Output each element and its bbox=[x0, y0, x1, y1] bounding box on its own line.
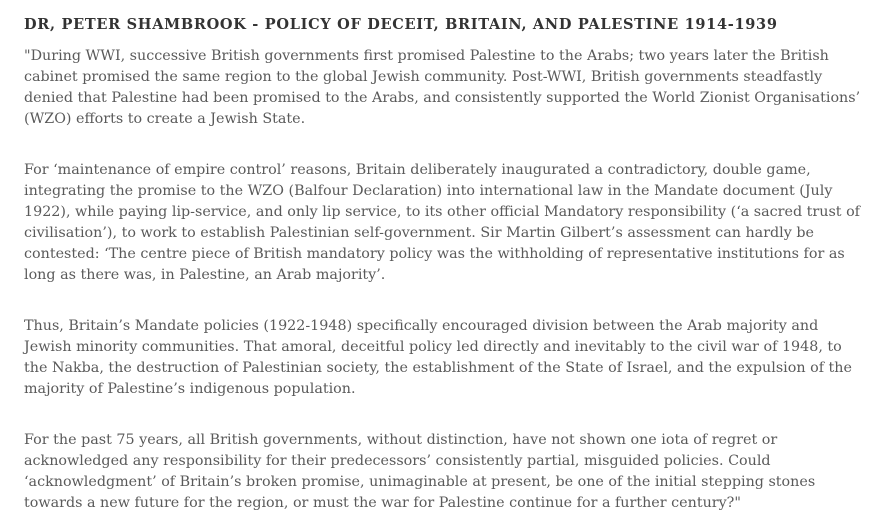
article-paragraph-1: "During WWI, successive British governments first promised Palestine to the Arabs; two years later the British cabinet promised the same region to the global Jewish community. Post-WWI, British governments steadfastly denied that Palestine had been promised to the Arabs, and consistently supported the World Zionist Organisations’ (WZO) efforts to create a Jewish State. bbox=[24, 48, 861, 127]
article-paragraph-4: For the past 75 years, all British governments, without distinction, have not shown one iota of regret or acknowledged any responsibility for their predecessors’ consistently partial, misguided policies. Could ‘acknowledgment’ of Britain’s broken promise, unimaginable at present, be one of the initial stepping stones towards a new future for the region, or must the war for Palestine continue for a further century?" bbox=[24, 432, 816, 511]
article-paragraph-3: Thus, Britain’s Mandate policies (1922-1948) specifically encouraged division between the Arab majority and Jewish minority communities. That amoral, deceitful policy led directly and inevitably to the civil war of 1948, to the Nakba, the destruction of Palestinian society, the establishment of the State of Israel, and the expulsion of the majority of Palestine’s indigenous population. bbox=[24, 318, 852, 397]
article-title: DR, PETER SHAMBROOK - POLICY OF DECEIT, BRITAIN, AND PALESTINE 1914-1939 bbox=[24, 16, 778, 33]
article-paragraph-2: For ‘maintenance of empire control’ reasons, Britain deliberately inaugurated a contradictory, double game, integrating the promise to the WZO (Balfour Declaration) into international law in the Mandate document (July 1922), while paying lip-service, and only lip service, to its other official Mandatory responsibility (‘a sacred trust of civilisation’), to work to establish Palestinian self-government. Sir Martin Gilbert’s assessment can hardly be contested: ‘The centre piece of British mandatory policy was the withholding of representative institutions for as long as there was, in Palestine, an Arab majority’. bbox=[24, 162, 860, 283]
article bbox=[24, 14, 866, 514]
